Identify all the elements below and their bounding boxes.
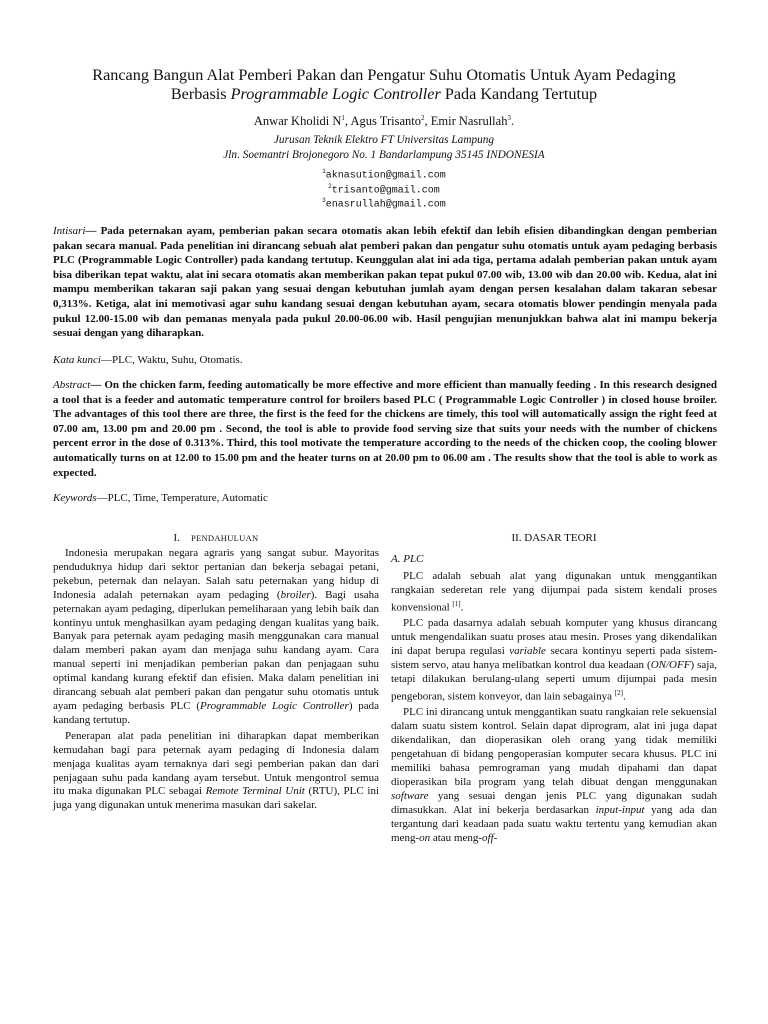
paragraph [391,570,717,615]
abstract-dash: — [90,379,102,391]
intisari-text: Pada peternakan ayam, pemberian pakan secara otomatis akan lebih efektif dan lebih efisien dibandingkan dengan pemberian pakan secara manual. Pada penelitian ini dirancang sebuah alat pemberi pakan dan pengatur suhu otomatis untuk ayam pedaging berbasis PLC (Programmable Logic Controller) pada kandang tertutup. Keunggulan alat ini ada tiga, pertama adalah pemberian pakan untuk ayam bisa diberikan tepat waktu, alat ini secara otomatis akan memberikan pakan tepat pukul 07.00 wib, 13.00 wib dan 20.00 wib. Kedua, alat ini mampu memberikan takaran saji pakan yang sesuai dengan kebutuhan jumlah ayam dengan persen kesalahan dalam takaran sebesar 0,313%. Ketiga, alat ini memotivasi agar suhu kandang sesuai dengan kebutuhan ayam, secara otomatis blower pendingin menyala pada pukul 12.00-15.00 wib dan pemanas menyala pada pukul 20.00-06.00 wib. Hasil pengujian menunjukkan bahwa alat ini mampu bekerja sesuai dengan yang diharapkan. [53,225,717,340]
section-number: II. [511,532,522,544]
section-2-body [391,570,717,846]
text-run: (RTU), PLC ini juga yang digunakan untuk menerima masukan dari sakelar. [53,785,379,812]
title-text: Berbasis [170,85,231,103]
keywords-label: Keywords [53,492,97,504]
author-end: . [510,114,515,129]
author-list [40,110,728,129]
email-line[interactable] [40,194,728,211]
citation-ref[interactable]: [1] [452,599,461,608]
italic-run: input-input [595,803,645,816]
kata-kunci-text: —PLC, Waktu, Suhu, Otomatis. [100,354,243,366]
paper-title [40,66,728,104]
title-italic-text: Programmable Logic Controller [230,85,441,103]
affiliation [40,133,728,163]
text-run: atau meng- [430,831,483,844]
italic-run: software [391,789,429,802]
title-line-2 [40,85,728,104]
text-run: PLC adalah sebuah alat yang digunakan untuk menggantikan rangkaian sederetan rele yang dijumpai pada sistem kendali proses konvensional [391,570,717,614]
affiliation-line-2: Jln. Soemantri Brojonegoro No. 1 Bandarlampung 35145 INDONESIA [223,149,545,161]
text-run: - [493,831,498,844]
keywords [53,491,717,506]
text-run: PLC pada dasarnya adalah sebuah komputer yang khusus dirancang untuk mengendalikan suatu proses atau mesin. Proses yang dikendalikan ini dapat berupa regulasi [391,617,717,658]
author-superscript: 3 [507,114,511,122]
email-superscript: 1 [322,168,326,175]
italic-run: variable [509,645,546,658]
italic-run: Remote Terminal Unit [205,785,305,798]
paragraph [391,706,717,845]
section-title: PENDAHULUAN [190,533,259,543]
italic-run: broiler [280,588,311,601]
intisari-paragraph [53,224,717,341]
italic-run: off [482,831,494,844]
italic-run: Programmable Logic Controller [200,699,349,712]
abstract-paragraph [53,378,717,480]
text-run: yang ada dan tergantung dari keadaan pada suatu waktu tertentu yang kemudian akan meng- [391,803,718,844]
paragraph [53,730,379,813]
author-name: , Emir Nasrullah [424,114,508,129]
text-run: . [622,690,626,703]
subsection-a-heading: A. PLC [391,553,424,565]
intisari-label: Intisari [53,225,86,237]
italic-run: on [419,831,431,844]
section-number: I. [173,532,180,544]
citation-ref[interactable]: [2] [614,688,623,697]
abstract-text: On the chicken farm, feeding automatically be more effective and more efficient than manually feeding . In this research designed a tool that is a feeder and automatic temperature control for broilers based PLC ( Programmable Logic Controller ) in closed house broiler. The advantages of this tool there are three, the first is the feed for the chickens are timely, this tool will automatically assign the right feed at 07.00 am, 13.00 pm and 20.00 pm . Second, the tool is able to provide food serving size that suits your needs with the number of chickens percent error in the dose of 0.313%. Third, this tool motivate the temperature according to the needs of the chicken coop, the cooling blower automatically turns on at 12.00 to 15.00 pm and the heater turns on at 20.00 pm to 06.00 am . The results show that the tool is able to work as expected. [53,379,717,479]
email-superscript: 2 [328,183,332,190]
text-run: yang sesuai dengan jenis PLC yang digunakan sudah dimasukkan. Alat ini bekerja berdasarkan [391,789,717,816]
keywords-text: —PLC, Time, Temperature, Automatic [96,492,268,504]
abstract-label: Abstract [53,379,91,391]
text-run: ). Bagi usaha peternakan ayam pedaging, diperlukan pemeliharaan yang lebih baik dan kontinyu untuk menghasilkan ayam pedaging dengan kualitas yang baik. Banyak para peternak ayam pedaging masih menggunakan cara manual dalam memberi pakan ayam dan menjaga suhu kandang ayam. Cara manual seperti ini menjadikan pemberian pakan dan penjagaan suhu optimal kandang kurang efektif dan efisien. Maka dalam penelitian ini dirancang sebuah alat pemberi pakan dan pengatur suhu otomatis untuk ayam pedaging berbasis PLC ( [53,588,379,712]
email-address[interactable]: aknasution@gmail.com [325,170,446,182]
italic-run: ON/OFF [650,659,691,672]
email-superscript: 3 [322,197,326,204]
email-address[interactable]: trisanto@gmail.com [331,185,440,197]
text-run: Indonesia merupakan negara agraris yang sangat subur. Mayoritas penduduknya hidup dari sektor pertanian dan bekerja sebagai petani, pekebun, peternak dan nelayan. Salah satu peternakan yang hidup di Indonesia adalah peternakan ayam pedaging ( [53,547,379,601]
section-title: DASAR TEORI [524,532,597,544]
intisari-dash: — [85,225,97,237]
text-run: Penerapan alat pada penelitian ini diharapkan dapat memberikan kemudahan bagi para peternak ayam pedaging di Indonesia dalam menjaga kualitas ayam ternaknya dari segi pemberian pakan dan dari penjagaan suhu pada kandang ayam tersebut. Untuk mengontrol semua itu maka digunakan PLC sebagai [53,729,379,798]
kata-kunci [53,353,717,368]
text-run: . [460,601,464,614]
title-line-1: Rancang Bangun Alat Pemberi Pakan dan Pengatur Suhu Otomatis Untuk Ayam Pedaging [92,66,676,84]
section-1-heading [53,531,379,545]
section-1-body [53,547,379,813]
affiliation-line-1: Jurusan Teknik Elektro FT Universitas Lampung [273,134,495,146]
text-run: ) saja, tetapi dilakukan berulang-ulang seperti umum dijumpai pada mesin pengeboran, sistem konveyor, dan lain sebagainya [391,659,717,703]
email-address[interactable]: enasrullah@gmail.com [325,199,446,211]
author-superscript: 1 [341,114,345,122]
text-run: PLC ini dirancang untuk menggantikan suatu rangkaian rele sekuensial dalam suatu sistem kontrol. Selain dapat diprogram, alat ini juga dapat dikendalikan, dan dioperasikan oleh orang yang tidak memiliki pengetahuan di bidang pengoperasian komputer secara khusus. PLC ini memiliki bahasa pemrograman yang mudah dipahami dan dapat dioperasikan bila program yang telah dibuat dengan menggunakan [391,706,717,788]
author-name: Anwar Kholidi N [253,114,342,129]
author-name: , Agus Trisanto [344,114,421,129]
title-text: Pada Kandang Tertutup [440,85,598,103]
text-run: secara kontinyu seperti pada sistem-sistem servo, atau hanya melibatkan kontrol dua keadaan ( [391,645,717,672]
paragraph [53,547,379,728]
section-2-heading [391,531,717,545]
author-superscript: 2 [420,114,425,122]
paragraph [391,617,717,704]
text-run: ) pada kandang tertutup. [53,699,379,726]
kata-kunci-label: Kata kunci [53,354,101,366]
